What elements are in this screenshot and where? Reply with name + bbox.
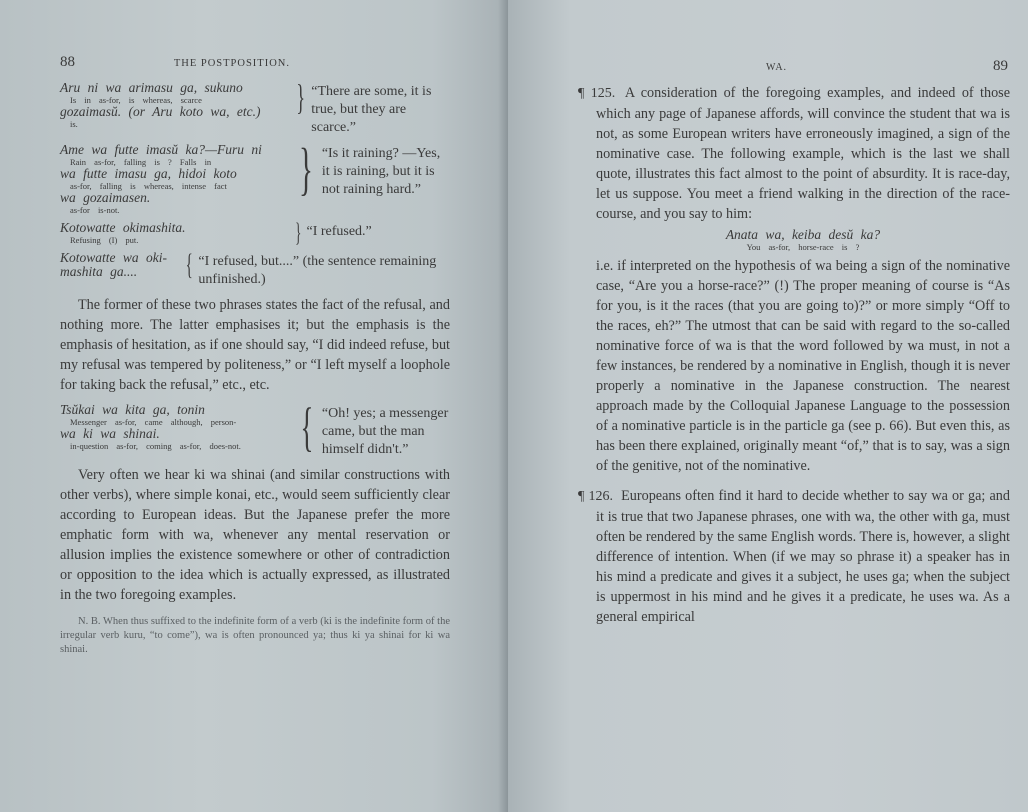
right-page [508, 0, 1028, 812]
paragraph-mark-126: ¶ 126. [578, 489, 613, 504]
example-2-jp-3: wa gozaimasen. [60, 190, 151, 205]
brace-icon: { [185, 248, 193, 281]
example-4-jp-2: mashita ga.... [60, 264, 138, 279]
brace-icon: } [296, 77, 305, 117]
example-3-jp-1: Kotowatte okimashita. [60, 220, 186, 235]
left-paragraph-2: Very often we hear ki wa shinai (and similar constructions with other verbs), where simple konai, etc., would seem sufficiently clear according to European ideas. But the Japanese prefer the more emphatic form with wa, whenever any mental reservation or allusion implies the existence somewhere or other of contradiction or opposition to the idea which is actually expressed, as illustrated in the two foregoing examples. [60, 467, 450, 603]
example-2-gloss-1: Rain as-for, falling is ? Falls in [70, 157, 212, 167]
horse-race-gloss: You as-for, horse-race is ? [746, 242, 860, 252]
paragraph-125 [578, 83, 1010, 224]
example-2-jp-2: wa futte imasu ga, hidoi koto [60, 166, 237, 181]
paragraph-mark-125: ¶ 125. [578, 86, 616, 101]
example-1-gloss-2: is. [70, 119, 78, 129]
left-paragraph-1: The former of these two phrases states the fact of the refusal, and nothing more. The latter emphasises it; but the emphasis is the emphasis of hesitation, as if one should say, “I did indeed refuse, but my refusal was tempered by politeness,” or “I left myself a loophole for taking back the refusal,” etc., etc. [60, 297, 450, 393]
example-2-jp-1: Ame wa futte imasŭ ka?—Furu ni [60, 142, 262, 157]
example-1-jp-1: Aru ni wa arimasu ga, sukuno [60, 80, 243, 95]
left-running-head [60, 54, 450, 71]
brace-icon: } [295, 218, 302, 247]
example-2-translation: “Is it raining? —Yes, it is raining, but it is not raining hard.” [321, 146, 441, 197]
brace-icon: } [298, 136, 313, 201]
horse-race-jp: Anata wa, keiba desŭ ka? [725, 227, 881, 242]
example-2-gloss-3: as-for is-not. [70, 205, 120, 215]
example-4-translation: “I refused, but....” (the sentence remaining unfinished.) [198, 254, 437, 287]
right-page-number: 89 [993, 58, 1008, 74]
example-2-gloss-2: as-for, falling is whereas, intense fact [70, 181, 227, 191]
left-running-title: THE POSTPOSITION. [173, 58, 290, 69]
left-page-number: 88 [60, 54, 75, 70]
example-1-gloss-1: Is in as-for, is whereas, scarce [70, 95, 202, 105]
horse-race-example [596, 228, 1010, 252]
example-5-gloss-1: Messenger as-for, came although, person- [70, 417, 237, 427]
paragraph-126-text: Europeans often find it hard to decide whether to say wa or ga; and it is true that two Japanese phrases, one with wa, the other with ga, must often be rendered by the same English words. There is, however, a slight difference of intention. When (if we may so phrase it) a speaker has in his mind a predicate and gives it a subject, he uses ga; when the subject is uppermost in his mind and he gives it a predicate, he uses wa. As a general empirical [596, 488, 1010, 625]
example-1-translation: “There are some, it is true, but they are scarce.” [311, 84, 432, 135]
left-page [0, 0, 508, 812]
example-3-gloss-1: Refusing (I) put. [70, 235, 139, 245]
example-5-translation: “Oh! yes; a messenger came, but the man himself didn't.” [321, 406, 449, 457]
example-1-jp-2: gozaimasŭ. (or Aru koto wa, etc.) [60, 104, 261, 119]
example-5-jp-2: wa ki wa shinai. [60, 426, 160, 441]
example-1 [60, 77, 450, 137]
example-5-jp-1: Tsŭkai wa kita ga, tonin [60, 402, 205, 417]
example-4 [60, 248, 450, 289]
example-4-jp-1: Kotowatte wa oki- [60, 250, 167, 265]
example-3-translation: “I refused.” [306, 224, 372, 239]
paragraph-126 [578, 486, 1010, 627]
example-3 [60, 218, 450, 247]
right-running-head [596, 58, 1010, 75]
example-2 [60, 136, 450, 215]
note-nb: N. B. When thus suffixed to the indefinite form of a verb (ki is the indefinite form of the irregular verb kuru, “to come”), wa is often pronounced ya; thus ki ya shinai for ki wa shinai. [60, 616, 450, 655]
brace-icon: { [300, 397, 314, 457]
paragraph-125-text: A consideration of the foregoing examples, and indeed of those which any page of Japanese affords, will convince the student that wa is not, as some European writers have erroneously imagined, a sign of the nominative case. The following example, which is the last we shall quote, illustrates this fact almost to the point of absurdity. It is race-day, let us suppose. You meet a friend walking in the direction of the race-course, and you say to him: [596, 85, 1010, 222]
example-5-gloss-2: in-question as-for, coming as-for, does-not. [70, 441, 241, 451]
right-running-title: WA. [766, 62, 788, 73]
paragraph-125-cont: i.e. if interpreted on the hypothesis of wa being a sign of the nominative case, “Are you a horse-race?” (!) The proper meaning of course is “As for you, is it the races (that you are going to)?” or more simply “Off to the races, eh?” The utmost that can be said with regard to the so-called nominative force of wa is that the word followed by wa must, in not a few instances, be rendered by a nominative in English, though it is never properly a nominative in the Japanese construction. The nearest approach made by the Colloquial Japanese Language to the possession of a nominative particle is in the particle ga (see p. 66). But even this, as has been there explained, originally meant “of,” that is to say, was a sign of the genitive, not of the nominative. [596, 258, 1010, 474]
example-5 [60, 397, 450, 459]
